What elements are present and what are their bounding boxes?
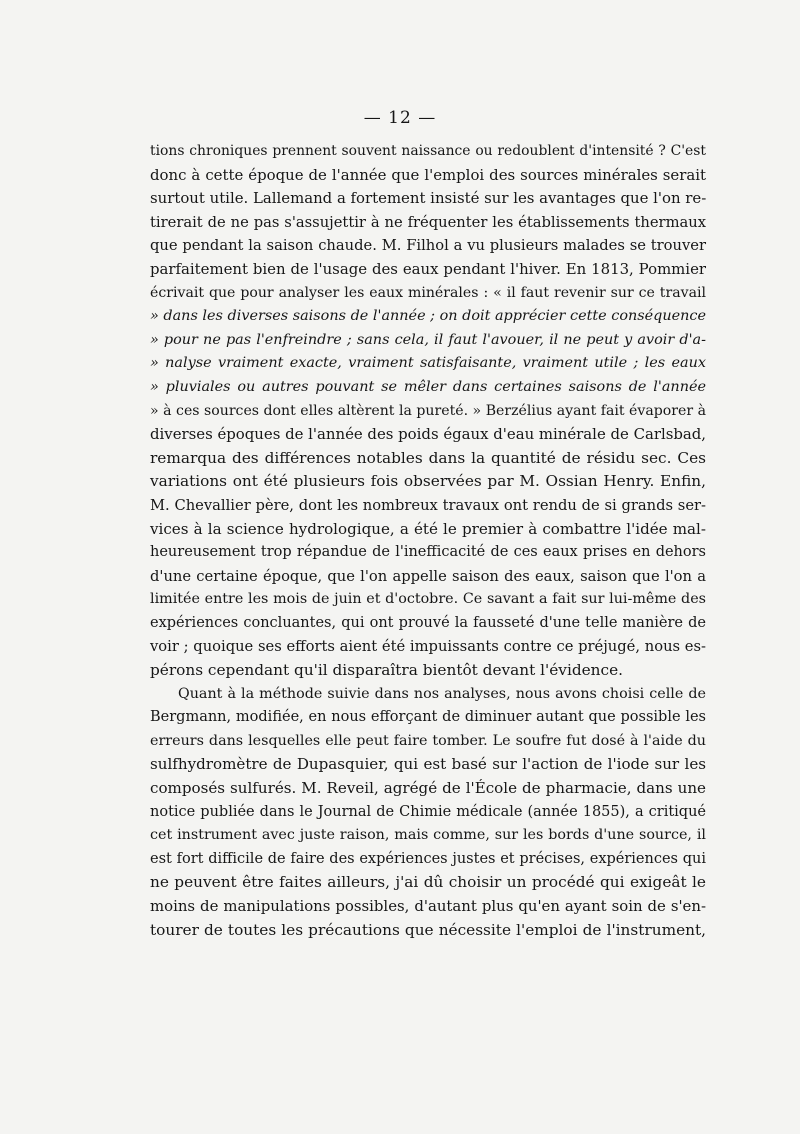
- text-line: tions chroniques prennent souvent naissance ou redoublent d'intensité ? C'est: [150, 143, 706, 159]
- text-line: Quant à la méthode suivie dans nos analyses, nous avons choisi celle de: [178, 685, 706, 702]
- body-text: [150, 140, 706, 942]
- text-line: est fort difficile de faire des expériences justes et précises, expériences qui: [150, 850, 706, 867]
- text-line: » pluviales ou autres pouvant se mêler dans certaines saisons de l'année: [150, 378, 706, 395]
- page-number: — 12 —: [363, 108, 437, 128]
- text-line: moins de manipulations possibles, d'autant plus qu'en ayant soin de s'en-: [150, 897, 706, 915]
- text-line: écrivait que pour analyser les eaux minérales : « il faut revenir sur ce travail: [150, 284, 706, 301]
- text-line: diverses époques de l'année des poids égaux d'eau minérale de Carlsbad,: [150, 425, 707, 444]
- text-line: surtout utile. Lallemand a fortement insisté sur les avantages que l'on re-: [150, 189, 707, 208]
- text-line: Bergmann, modifiée, en nous efforçant de diminuer autant que possible les: [150, 709, 706, 726]
- text-line: voir ; quoique ses efforts aient été impuissants contre ce préjugé, nous es-: [150, 638, 706, 656]
- text-line: sulfhydromètre de Dupasquier, qui est basé sur l'action de l'iode sur les: [150, 755, 706, 774]
- text-line: ne peuvent être faites ailleurs, j'ai dû choisir un procédé qui exigeât le: [150, 873, 706, 892]
- text-line: variations ont été plusieurs fois observées par M. Ossian Henry. Enfin,: [150, 472, 706, 491]
- text-line: remarqua des différences notables dans la quantité de résidu sec. Ces: [150, 448, 706, 467]
- text-line: parfaitement bien de l'usage des eaux pendant l'hiver. En 1813, Pommier: [150, 259, 706, 278]
- text-line: tourer de toutes les précautions que nécessite l'emploi de l'instrument,: [150, 920, 706, 939]
- text-line: » nalyse vraiment exacte, vraiment satisfaisante, vraiment utile ; les eaux: [150, 355, 706, 372]
- text-line: donc à cette époque de l'année que l'emploi des sources minérales serait: [150, 165, 706, 184]
- text-line: M. Chevallier père, dont les nombreux travaux ont rendu de si grands ser-: [150, 496, 706, 514]
- text-line: que pendant la saison chaude. M. Filhol a vu plusieurs malades se trouver: [150, 237, 706, 255]
- text-line: cet instrument avec juste raison, mais comme, sur les bords d'une source, il: [150, 827, 706, 844]
- text-line: vices à la science hydrologique, a été le premier à combattre l'idée mal-: [150, 519, 706, 538]
- text-line: expériences concluantes, qui ont prouvé la fausseté d'une telle manière de: [150, 614, 706, 631]
- text-line: d'une certaine époque, que l'on appelle saison des eaux, saison que l'on a: [150, 567, 706, 585]
- text-line: composés sulfurés. M. Reveil, agrégé de l'École de pharmacie, dans une: [150, 779, 706, 798]
- text-line: heureusement trop répandue de l'inefficacité de ces eaux prises en dehors: [150, 544, 706, 561]
- text-line: » pour ne pas l'enfreindre ; sans cela, il faut l'avouer, il ne peut y avoir d'a-: [150, 331, 706, 348]
- text-line: limitée entre les mois de juin et d'octobre. Ce savant a fait sur lui-même des: [150, 591, 706, 608]
- text-line: erreurs dans lesquelles elle peut faire tomber. Le soufre fut dosé à l'aide du: [150, 732, 706, 749]
- text-line: tirerait de ne pas s'assujettir à ne fréquenter les établissements thermaux: [150, 213, 706, 231]
- text-line: » dans les diverses saisons de l'année ; on doit apprécier cette conséquence: [150, 308, 706, 325]
- text-line: notice publiée dans le Journal de Chimie médicale (année 1855), a critiqué: [150, 803, 706, 820]
- text-line: pérons cependant qu'il disparaîtra bientôt devant l'évidence.: [150, 661, 624, 680]
- text-line: » à ces sources dont elles altèrent la pureté. » Berzélius ayant fait évaporer à: [150, 402, 706, 419]
